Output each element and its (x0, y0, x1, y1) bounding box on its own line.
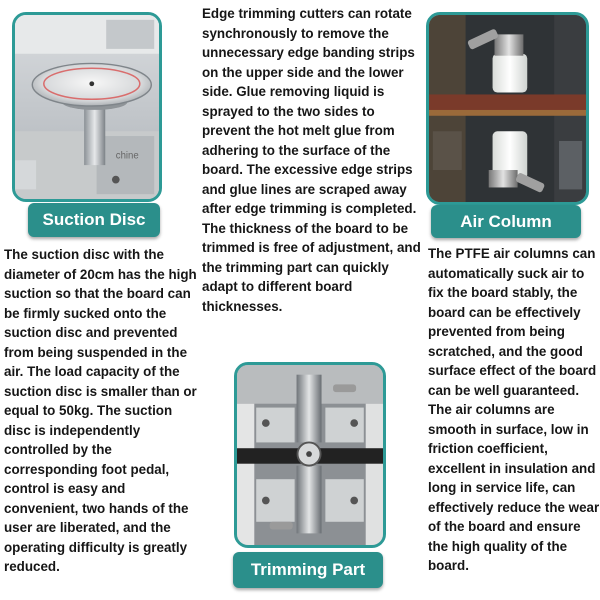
trimming-part-photo (234, 362, 386, 548)
suction-disc-label: Suction Disc (28, 203, 160, 237)
air-column-photo (426, 12, 589, 205)
air-column-label: Air Column (431, 205, 581, 238)
air-column-description: The PTFE air columns can automatically suck air to fix the board stably, the board can be effectively prevented from being scratched, and the good surface effect of the board can be well guaranteed. The air columns are smooth in surface, low in friction coefficient, excellent in insulation and long in service life, can effectively reduce the wear of the board and ensure the high quality of the board. (428, 246, 600, 573)
trimming-part-label: Trimming Part (233, 552, 383, 588)
suction-disc-description: The suction disc with the diameter of 20cm has the high suction so that the board can be firmly sucked onto the suction disc and prevented from being suspended in the air. The load capacity of the suction disc is smaller than or equal to 50kg. The suction disc is independently controlled by the corresponding foot pedal, control is easy and convenient, two hands of the user are liberated, and the operating difficulty is greatly reduced. (4, 247, 197, 574)
photo-watermark: chine (115, 150, 139, 162)
suction-disc-photo (12, 12, 162, 202)
edge-trimming-description: Edge trimming cutters can rotate synchronously to remove the unnecessary edge banding strips on the upper side and the lower side. Glue removing liquid is sprayed to the two sides to prevent the hot melt glue from adhering to the surface of the board. The excessive edge strips and glue lines are scraped away after edge trimming is completed. The thickness of the board to be trimmed is free of adjustment, and the trimming part can quickly adapt to different board thicknesses. (202, 6, 421, 314)
